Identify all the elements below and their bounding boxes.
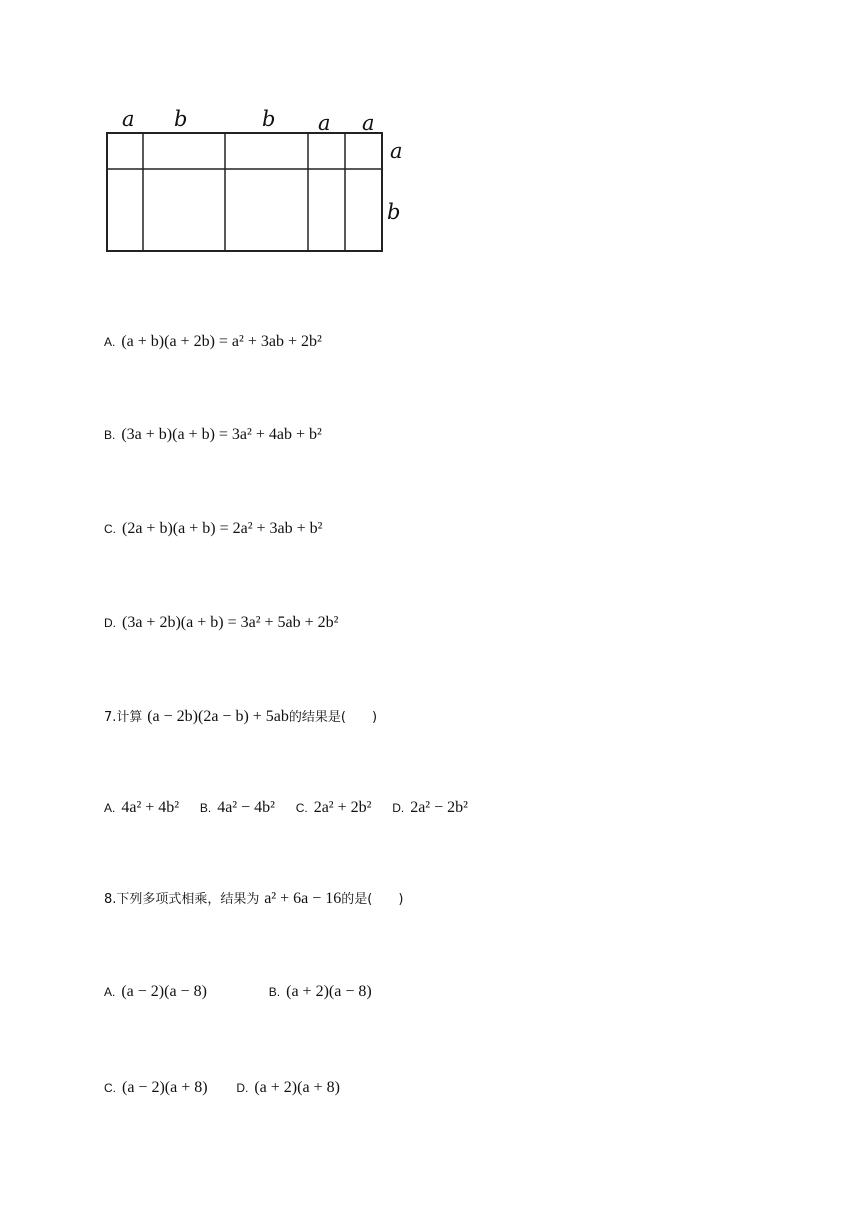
option-letter: B.	[199, 801, 212, 815]
q7-option-b[interactable]	[200, 797, 275, 818]
question-number: 8.	[104, 892, 117, 907]
q8-option-a[interactable]	[104, 981, 264, 1002]
q8-option-b[interactable]	[269, 981, 372, 1002]
option-expression: 2a² + 2b²	[313, 799, 372, 816]
q8-options-row-2	[104, 1077, 340, 1098]
option-letter: D.	[236, 1081, 249, 1095]
question-suffix: 的是( )	[341, 892, 404, 907]
q7-options-row	[104, 797, 468, 818]
option-expression: 4a² − 4b²	[217, 799, 275, 816]
option-letter: A.	[104, 335, 116, 349]
question-prefix: 计算	[116, 710, 143, 725]
option-letter: A.	[104, 985, 116, 999]
q7-stem	[104, 706, 377, 728]
option-letter: C.	[104, 1081, 116, 1095]
option-expression: 4a² + 4b²	[121, 799, 180, 816]
option-letter: A.	[104, 801, 116, 815]
right-label-2: b	[387, 200, 401, 224]
top-label-3: b	[262, 107, 276, 131]
option-letter: D.	[104, 616, 116, 630]
question-expression: a² + 6a − 16	[264, 890, 342, 907]
q7-option-a[interactable]	[104, 797, 179, 818]
top-label-5: a	[362, 111, 375, 135]
option-expression: (a + 2)(a − 8)	[286, 983, 372, 1000]
q8-options-row-1	[104, 981, 372, 1002]
top-label-2: b	[174, 107, 188, 131]
q6-option-d[interactable]	[104, 612, 338, 633]
q7-option-c[interactable]	[296, 797, 372, 818]
option-expression: (3a + b)(a + b) = 3a² + 4ab + b²	[121, 426, 322, 443]
option-letter: C.	[104, 522, 116, 536]
option-expression: (a + 2)(a + 8)	[254, 1079, 340, 1096]
q8-stem	[104, 888, 403, 910]
option-expression: (a − 2)(a + 8)	[122, 1079, 208, 1096]
option-expression: (a + b)(a + 2b) = a² + 3ab + 2b²	[121, 333, 322, 350]
q6-option-b[interactable]	[104, 424, 322, 445]
outer-rectangle	[107, 133, 382, 251]
option-letter: C.	[295, 801, 308, 815]
option-expression: 2a² − 2b²	[410, 799, 468, 816]
top-label-1: a	[122, 107, 135, 131]
option-expression: (2a + b)(a + b) = 2a² + 3ab + b²	[122, 520, 323, 537]
option-letter: B.	[104, 428, 116, 442]
question-suffix: 的结果是( )	[288, 710, 378, 725]
tiling-diagram	[100, 104, 420, 260]
option-expression: (a − 2)(a − 8)	[121, 983, 207, 1000]
rectangle-tiling-figure	[100, 104, 420, 260]
option-letter: B.	[268, 985, 281, 999]
question-number: 7.	[104, 710, 117, 725]
right-label-1: a	[390, 139, 403, 163]
q8-option-c[interactable]	[104, 1077, 208, 1098]
q7-option-d[interactable]	[392, 797, 468, 818]
top-label-4: a	[318, 111, 331, 135]
question-prefix: 下列多项式相乘，结果为	[116, 892, 260, 907]
option-expression: (3a + 2b)(a + b) = 3a² + 5ab + 2b²	[122, 614, 339, 631]
q8-option-d[interactable]	[236, 1077, 340, 1098]
q6-option-c[interactable]	[104, 518, 322, 539]
question-expression: (a − 2b)(2a − b) + 5ab	[147, 708, 289, 725]
option-letter: D.	[392, 801, 405, 815]
q6-option-a[interactable]	[104, 331, 322, 352]
